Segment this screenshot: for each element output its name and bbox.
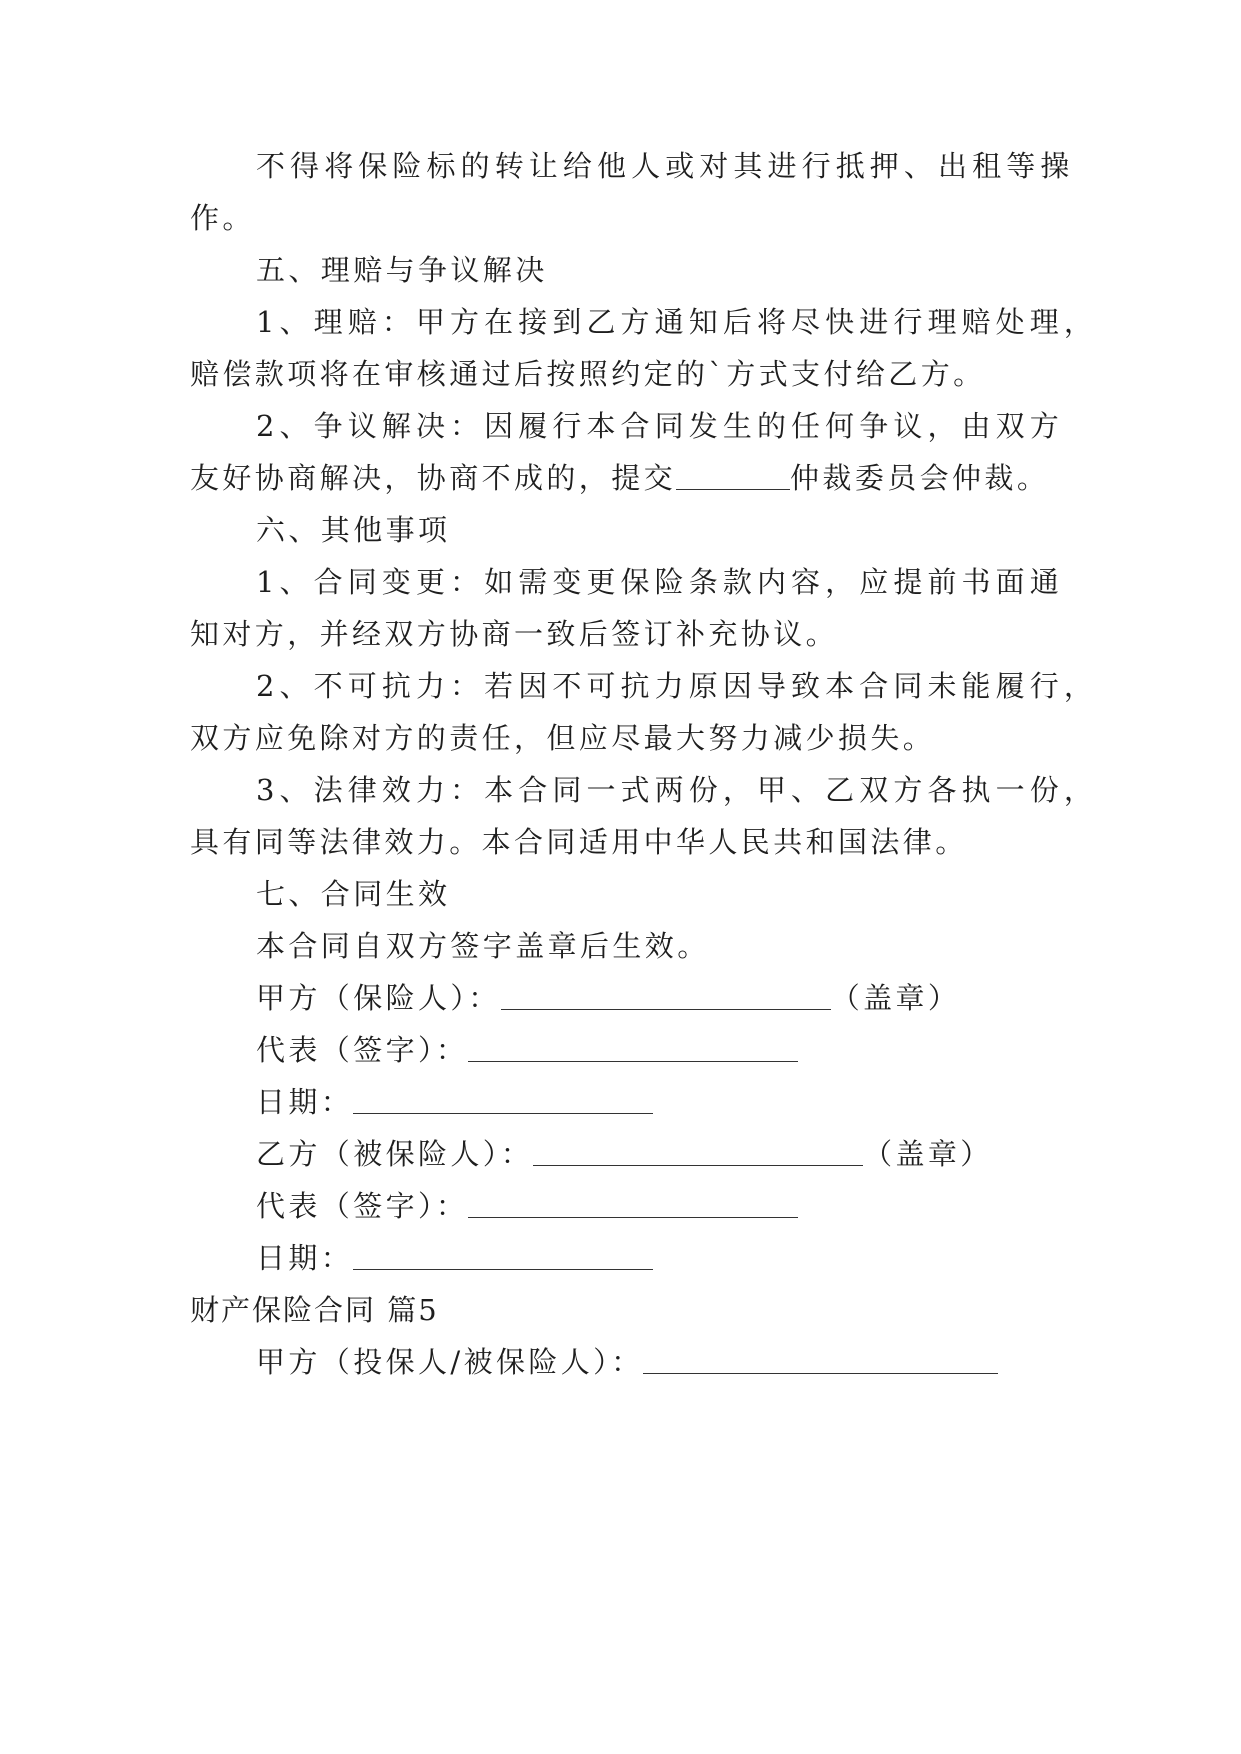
date-b-blank xyxy=(353,1248,653,1268)
text-segment: 友好协商解决，协商不成的，提交 xyxy=(190,461,677,495)
section-heading: 六、其他事项 xyxy=(256,513,451,547)
date-a-line xyxy=(256,1084,653,1120)
paragraph-line: 不得将保险标的转让给他人或对其进行抵押、出租等操 xyxy=(256,149,1075,183)
paragraph-line: 1、理赔：甲方在接到乙方通知后将尽快进行理赔处理， xyxy=(256,305,1098,339)
paragraph-line: 赔偿款项将在审核通过后按照约定的`方式支付给乙方。 xyxy=(190,357,986,391)
rep-b-label: 代表（签字）： xyxy=(256,1189,469,1223)
party-a-label: 甲方（保险人）： xyxy=(256,981,501,1015)
party-b-line xyxy=(256,1136,993,1172)
paragraph-line: 作。 xyxy=(190,201,255,235)
date-a-blank xyxy=(353,1092,653,1112)
paragraph-line: 2、不可抗力：若因不可抗力原因导致本合同未能履行， xyxy=(256,669,1098,703)
paragraph-line xyxy=(190,460,1049,496)
date-a-label: 日期： xyxy=(256,1085,354,1119)
party-label: 甲方（投保人/被保险人）： xyxy=(256,1345,644,1379)
rep-a-blank xyxy=(468,1040,798,1060)
paragraph-line: 2、争议解决：因履行本合同发生的任何争议，由双方 xyxy=(256,409,1064,443)
rep-a-line xyxy=(256,1032,798,1068)
party-b-seal: （盖章） xyxy=(863,1137,993,1171)
party-a-seal: （盖章） xyxy=(830,981,961,1015)
paragraph-line: 3、法律效力：本合同一式两份，甲、乙双方各执一份， xyxy=(256,773,1098,807)
text-segment: 仲裁委员会仲裁。 xyxy=(790,461,1050,495)
party-a-blank xyxy=(501,988,831,1008)
rep-b-line xyxy=(256,1188,798,1224)
date-b-label: 日期： xyxy=(256,1241,354,1275)
party-a-line xyxy=(256,980,960,1016)
section-heading: 五、理赔与争议解决 xyxy=(256,253,548,287)
party-blank xyxy=(643,1352,998,1372)
party-b-blank xyxy=(533,1144,863,1164)
paragraph-line: 1、合同变更：如需变更保险条款内容，应提前书面通 xyxy=(256,565,1064,599)
date-b-line xyxy=(256,1240,653,1276)
arbitration-blank xyxy=(676,468,790,488)
paragraph-line: 本合同自双方签字盖章后生效。 xyxy=(256,929,710,963)
party-line xyxy=(256,1344,998,1380)
paragraph-line: 双方应免除对方的责任，但应尽最大努力减少损失。 xyxy=(190,721,936,755)
rep-a-label: 代表（签字）： xyxy=(256,1033,469,1067)
paragraph-line: 具有同等法律效力。本合同适用中华人民共和国法律。 xyxy=(190,825,968,859)
section-heading: 七、合同生效 xyxy=(256,877,451,911)
paragraph-line: 知对方，并经双方协商一致后签订补充协议。 xyxy=(190,617,839,651)
article-title: 财产保险合同 篇5 xyxy=(190,1293,439,1327)
rep-b-blank xyxy=(468,1196,798,1216)
party-b-label: 乙方（被保险人）： xyxy=(256,1137,534,1171)
